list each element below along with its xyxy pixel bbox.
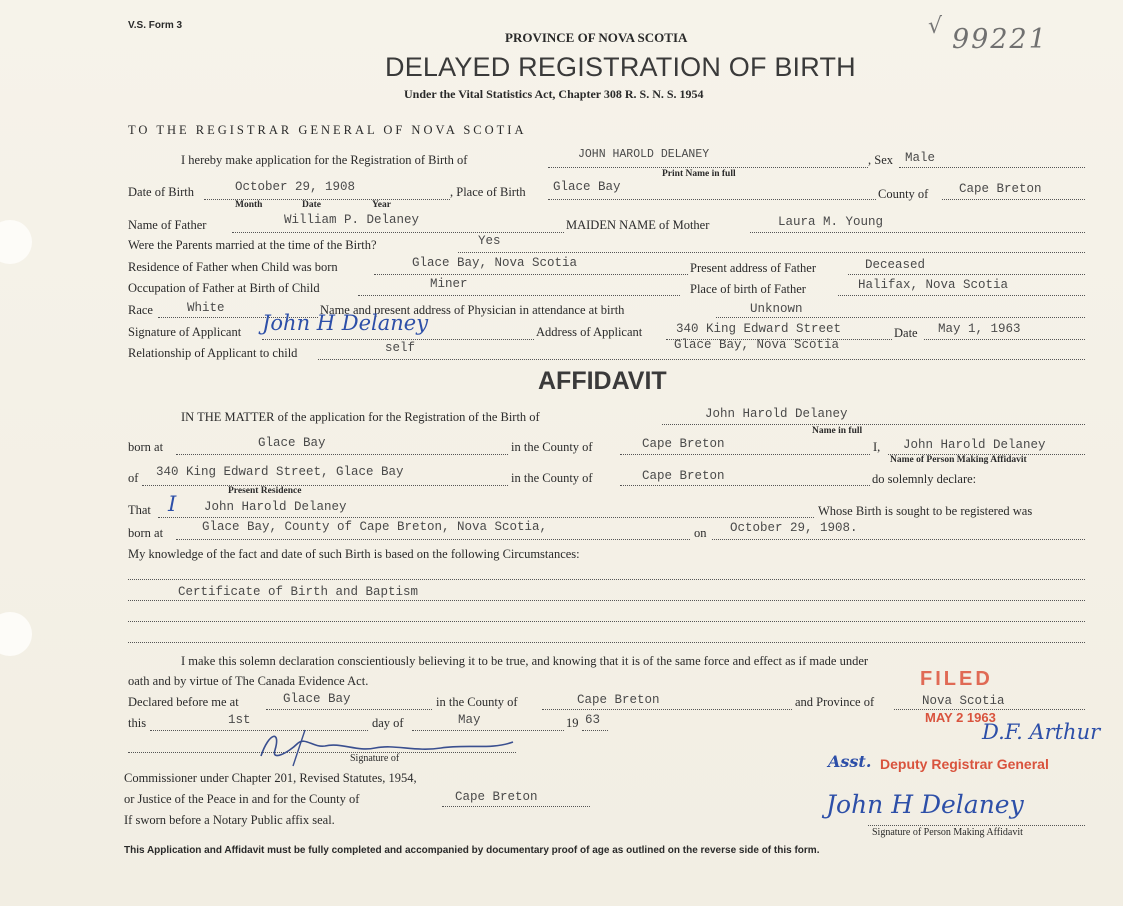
year-value: 63 <box>585 713 601 727</box>
file-number: 99221 <box>952 24 1048 55</box>
notary-note: If sworn before a Notary Public affix seal. <box>124 813 335 827</box>
occupation-label: Occupation of Father at Birth of Child <box>128 281 320 295</box>
pob-value: Glace Bay <box>553 180 621 194</box>
residence-value: 340 King Edward Street, Glace Bay <box>156 465 404 479</box>
residence-value: Glace Bay, Nova Scotia <box>412 256 578 270</box>
residence-label: Residence of Father when Child was born <box>128 260 338 274</box>
date-value: May 1, 1963 <box>938 322 1021 336</box>
year-note: Year <box>372 200 391 210</box>
born-at-label-2: born at <box>128 526 164 540</box>
date-note: Date <box>302 200 321 210</box>
race-label: Race <box>128 303 153 317</box>
married-value: Yes <box>478 234 501 248</box>
punch-hole <box>0 612 32 656</box>
form-number: V.S. Form 3 <box>128 20 183 31</box>
mother-value: Laura M. Young <box>778 215 884 229</box>
born-at-label: born at <box>128 440 164 454</box>
born-at-value: Glace Bay <box>258 436 326 450</box>
punch-hole <box>0 220 32 264</box>
affidavit-title: AFFIDAVIT <box>538 367 667 395</box>
province-heading: PROVINCE OF NOVA SCOTIA <box>505 30 688 45</box>
signature-of-note: Signature of <box>350 753 400 764</box>
declared-label: Declared before me at <box>128 695 239 709</box>
filed-date-stamp: MAY 2 1963 <box>925 710 996 725</box>
affidavit-county-value: Cape Breton <box>642 437 725 451</box>
sex-label: , Sex <box>868 153 893 167</box>
deponent-signature: John H Delaney <box>826 790 1024 819</box>
declaration-line-2: oath and by virtue of The Canada Evidence Act. <box>128 674 369 688</box>
dob-label: Date of Birth <box>128 185 194 199</box>
on-label: on <box>694 526 707 540</box>
page-subtitle: Under the Vital Statistics Act, Chapter 308 R. S. N. S. 1954 <box>404 87 704 101</box>
matter-label: IN THE MATTER of the application for the Registration of the Birth of <box>181 410 540 424</box>
in-county-label: in the County of <box>511 440 593 454</box>
registrar-signature: D.F. Arthur <box>982 720 1101 744</box>
applicant-signature: John H Delaney <box>262 311 429 335</box>
that-value: John Harold Delaney <box>204 500 347 514</box>
declare-label: do solemnly declare: <box>872 472 977 486</box>
knowledge-label: My knowledge of the fact and date of such Birth is based on the following Circumstances: <box>128 547 580 561</box>
circumstances-value: Certificate of Birth and Baptism <box>178 585 419 599</box>
matter-value: John Harold Delaney <box>705 407 848 421</box>
born-at-value-2: Glace Bay, County of Cape Breton, Nova Scotia, <box>202 520 548 534</box>
father-value: William P. Delaney <box>284 213 420 227</box>
county-value: Cape Breton <box>959 182 1042 196</box>
of-label: of <box>128 471 139 485</box>
present-address-label: Present address of Father <box>690 261 817 275</box>
married-label: Were the Parents married at the time of the Birth? <box>128 238 377 252</box>
commissioner-line-2: or Justice of the Peace in and for the County of <box>124 792 360 806</box>
month-note: Month <box>235 200 263 210</box>
filed-stamp: FILED <box>920 668 993 690</box>
in-county-label-3: in the County of <box>436 695 518 709</box>
addressee: TO THE REGISTRAR GENERAL OF NOVA SCOTIA <box>128 123 527 137</box>
occupation-value: Miner <box>430 277 468 291</box>
whose-label: Whose Birth is sought to be registered was <box>818 504 1033 518</box>
print-name-note: Print Name in full <box>662 169 736 179</box>
declared-county-value: Cape Breton <box>577 693 660 707</box>
father-label: Name of Father <box>128 218 207 232</box>
deponent-signature-note: Signature of Person Making Affidavit <box>872 827 1023 838</box>
day-value: 1st <box>228 713 251 727</box>
county-label: County of <box>878 187 929 201</box>
commissioner-line-1: Commissioner under Chapter 201, Revised Statutes, 1954, <box>124 771 417 785</box>
pob-label: , Place of Birth <box>450 185 526 199</box>
applicant-address-value: 340 King Edward Street <box>676 322 842 336</box>
mother-label: MAIDEN NAME of Mother <box>566 218 710 232</box>
physician-value: Unknown <box>750 302 803 316</box>
physician-label: Name and present address of Physician in attendance at birth <box>320 303 625 317</box>
page-title: DELAYED REGISTRATION OF BIRTH <box>385 52 856 82</box>
month-value: May <box>458 713 481 727</box>
deponent-value: John Harold Delaney <box>903 438 1046 452</box>
i-label: I, <box>873 440 881 454</box>
in-county-label-2: in the County of <box>511 471 593 485</box>
application-label: I hereby make application for the Registration of Birth of <box>181 153 468 167</box>
applicant-address-value-2: Glace Bay, Nova Scotia <box>674 338 840 352</box>
present-residence-note: Present Residence <box>228 486 302 496</box>
applicant-signature-label: Signature of Applicant <box>128 325 242 339</box>
race-value: White <box>187 301 225 315</box>
day-of-label: day of <box>372 716 404 730</box>
relationship-label: Relationship of Applicant to child <box>128 346 298 360</box>
declared-at-value: Glace Bay <box>283 692 351 706</box>
that-handwritten: I <box>168 492 177 516</box>
dob-value: October 29, 1908 <box>235 180 356 194</box>
province-label: and Province of <box>795 695 875 709</box>
this-label: this <box>128 716 147 730</box>
affidavit-county-value-2: Cape Breton <box>642 469 725 483</box>
child-name-value: JOHN HAROLD DELANEY <box>578 148 710 161</box>
on-value: October 29, 1908. <box>730 521 858 535</box>
sex-value: Male <box>905 151 936 165</box>
province-value: Nova Scotia <box>922 694 1005 708</box>
footer-note: This Application and Affidavit must be fully completed and accompanied by documentary proof of age as outlined on the reverse side of this form. <box>124 845 820 856</box>
that-label: That <box>128 503 151 517</box>
asst-annotation: Asst. <box>828 752 872 771</box>
father-pob-value: Halifax, Nova Scotia <box>858 278 1009 292</box>
file-check-mark: √ <box>928 14 943 39</box>
date-label: Date <box>894 326 918 340</box>
applicant-address-label: Address of Applicant <box>536 325 643 339</box>
deponent-note: Name of Person Making Affidavit <box>890 455 1027 465</box>
deputy-registrar-stamp: Deputy Registrar General <box>880 756 1049 772</box>
present-address-value: Deceased <box>865 258 926 272</box>
father-pob-label: Place of birth of Father <box>690 282 806 296</box>
commissioner-county-value: Cape Breton <box>455 790 538 804</box>
declaration-line-1: I make this solemn declaration conscientiously believing it to be true, and knowing that it is of the same force and effect as if made under <box>181 654 869 668</box>
year-prefix: 19 <box>566 716 579 730</box>
name-full-note: Name in full <box>812 426 863 436</box>
relationship-value: self <box>385 341 416 355</box>
